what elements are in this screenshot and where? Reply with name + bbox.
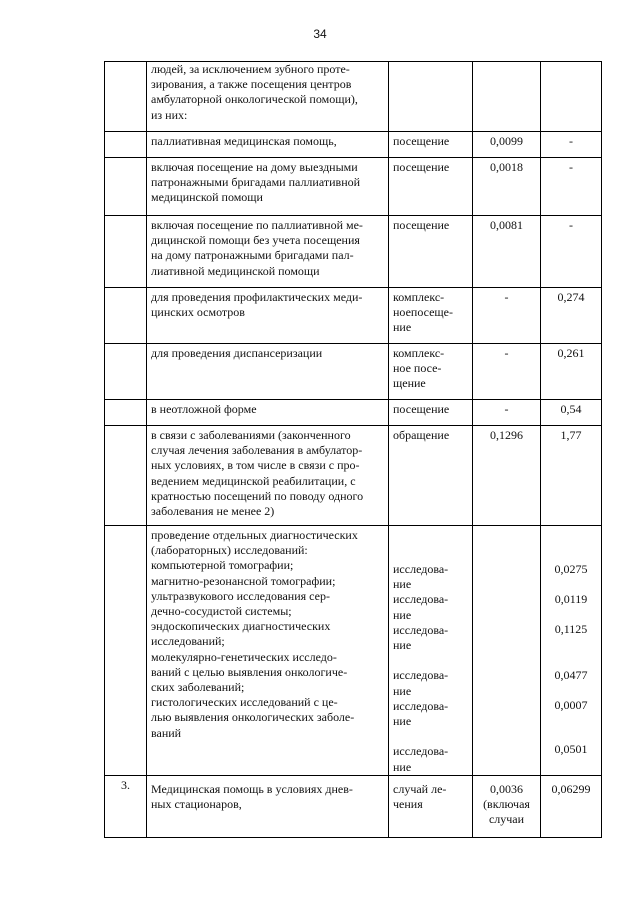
row-value-1: 0,1296: [473, 426, 541, 526]
row-description: включая посещение по паллиативной ме- дицинской помощи без учета посещения на дому патронажными бригадами пал- лиативной медицинской помощи: [147, 216, 389, 288]
row-value-1: -: [473, 400, 541, 426]
diagnostics-unit: исследова- ние: [393, 668, 449, 698]
row-value-2: [541, 62, 602, 132]
row-unit: случай ле- чения: [389, 775, 473, 837]
row-value-1: -: [473, 344, 541, 400]
table-row: [105, 400, 602, 426]
table-row: [105, 426, 602, 526]
row-number-cell: [105, 344, 147, 400]
row-value-1: [473, 62, 541, 132]
row-number-cell: [105, 400, 147, 426]
diagnostics-value: 0,0477: [554, 668, 588, 682]
row-value-2: -: [541, 158, 602, 216]
diagnostics-value-1: [473, 526, 541, 776]
diagnostics-unit: исследова- ние: [393, 698, 449, 729]
row-description: в связи с заболеваниями (законченного случая лечения заболевания в амбулатор- ных условиях, в том числе в связи с про- ведением медицинской реабилитации, с кратностью посещений по поводу одного заболевания не менее 2): [147, 426, 389, 526]
diagnostics-unit: исследова- ние: [393, 562, 449, 592]
diagnostics-value: 0,1125: [554, 622, 588, 636]
row-value-2: -: [541, 216, 602, 288]
diagnostics-unit: исследова- ние: [393, 622, 449, 653]
table-row: [105, 288, 602, 344]
table-row: [105, 344, 602, 400]
row-value-1: 0,0018: [473, 158, 541, 216]
row-value-2: -: [541, 132, 602, 158]
diagnostics-item: молекулярно-генетических исследо- ваний с целью выявления онкологиче- ских заболеваний;: [151, 649, 348, 695]
table-row: [105, 158, 602, 216]
row-value-1: 0,0081: [473, 216, 541, 288]
row-number-cell: [105, 426, 147, 526]
diagnostics-unit: исследова- ние: [393, 744, 449, 774]
row-value-1: 0,0099: [473, 132, 541, 158]
row-description: для проведения профилактических меди- цинских осмотров: [147, 288, 389, 344]
row-number-cell: [105, 158, 147, 216]
diagnostics-unit: исследова- ние: [393, 592, 449, 622]
table-row: [105, 62, 602, 132]
row-unit: посещение: [389, 158, 473, 216]
row-number-cell: 3.: [105, 775, 147, 837]
row-description: в неотложной форме: [147, 400, 389, 426]
table-row: [105, 132, 602, 158]
row-number-cell: [105, 216, 147, 288]
row-value-2: 0,06299: [541, 775, 602, 837]
row-unit: обращение: [389, 426, 473, 526]
diagnostics-item: эндоскопических диагностических исследований;: [151, 619, 331, 649]
row-unit: посещение: [389, 132, 473, 158]
row-value-2: 0,274: [541, 288, 602, 344]
table-row-diagnostics: [105, 526, 602, 776]
diagnostics-value: 0,0501: [554, 742, 588, 756]
row-unit: [389, 62, 473, 132]
diagnostics-value: 0,0119: [554, 592, 588, 606]
diagnostics-value: 0,0275: [554, 562, 588, 576]
diagnostics-heading: проведение отдельных диагностических (лабораторных) исследований:: [151, 528, 358, 558]
medical-care-table: [104, 61, 602, 838]
row-value-2: 0,261: [541, 344, 602, 400]
row-value-2: 0,54: [541, 400, 602, 426]
row-unit: комплекс- ное посе- щение: [389, 344, 473, 400]
page-number: 34: [313, 27, 327, 41]
row-description: включая посещение на дому выездными патронажными бригадами паллиативной медицинской помощи: [147, 158, 389, 216]
row-number-cell: [105, 526, 147, 776]
table-row: [105, 216, 602, 288]
diagnostics-item: магнитно-резонансной томографии;: [151, 573, 336, 588]
row-description: людей, за исключением зубного проте- зирования, а также посещения центров амбулаторной онкологической помощи), из них:: [147, 62, 389, 132]
diagnostics-description: [147, 526, 389, 776]
diagnostics-item: ультразвукового исследования сер- дечно-сосудистой системы;: [151, 588, 330, 619]
diagnostics-units: [389, 526, 473, 776]
row-description: Медицинская помощь в условиях днев- ных стационаров,: [147, 775, 389, 837]
row-number-cell: [105, 62, 147, 132]
diagnostics-item: компьютерной томографии;: [151, 558, 294, 573]
diagnostics-value: 0,0007: [554, 698, 588, 712]
row-description: паллиативная медицинская помощь,: [147, 132, 389, 158]
row-value-1: -: [473, 288, 541, 344]
row-unit: комплекс- ноепосеще- ние: [389, 288, 473, 344]
table-row: [105, 775, 602, 837]
row-value-1: 0,0036 (включая случаи: [473, 775, 541, 837]
row-number-cell: [105, 132, 147, 158]
row-value-2: 1,77: [541, 426, 602, 526]
diagnostics-values: [541, 526, 602, 776]
row-unit: посещение: [389, 400, 473, 426]
diagnostics-item: гистологических исследований с це- лью выявления онкологических заболе- ваний: [151, 695, 355, 740]
row-number-cell: [105, 288, 147, 344]
row-unit: посещение: [389, 216, 473, 288]
row-description: для проведения диспансеризации: [147, 344, 389, 400]
